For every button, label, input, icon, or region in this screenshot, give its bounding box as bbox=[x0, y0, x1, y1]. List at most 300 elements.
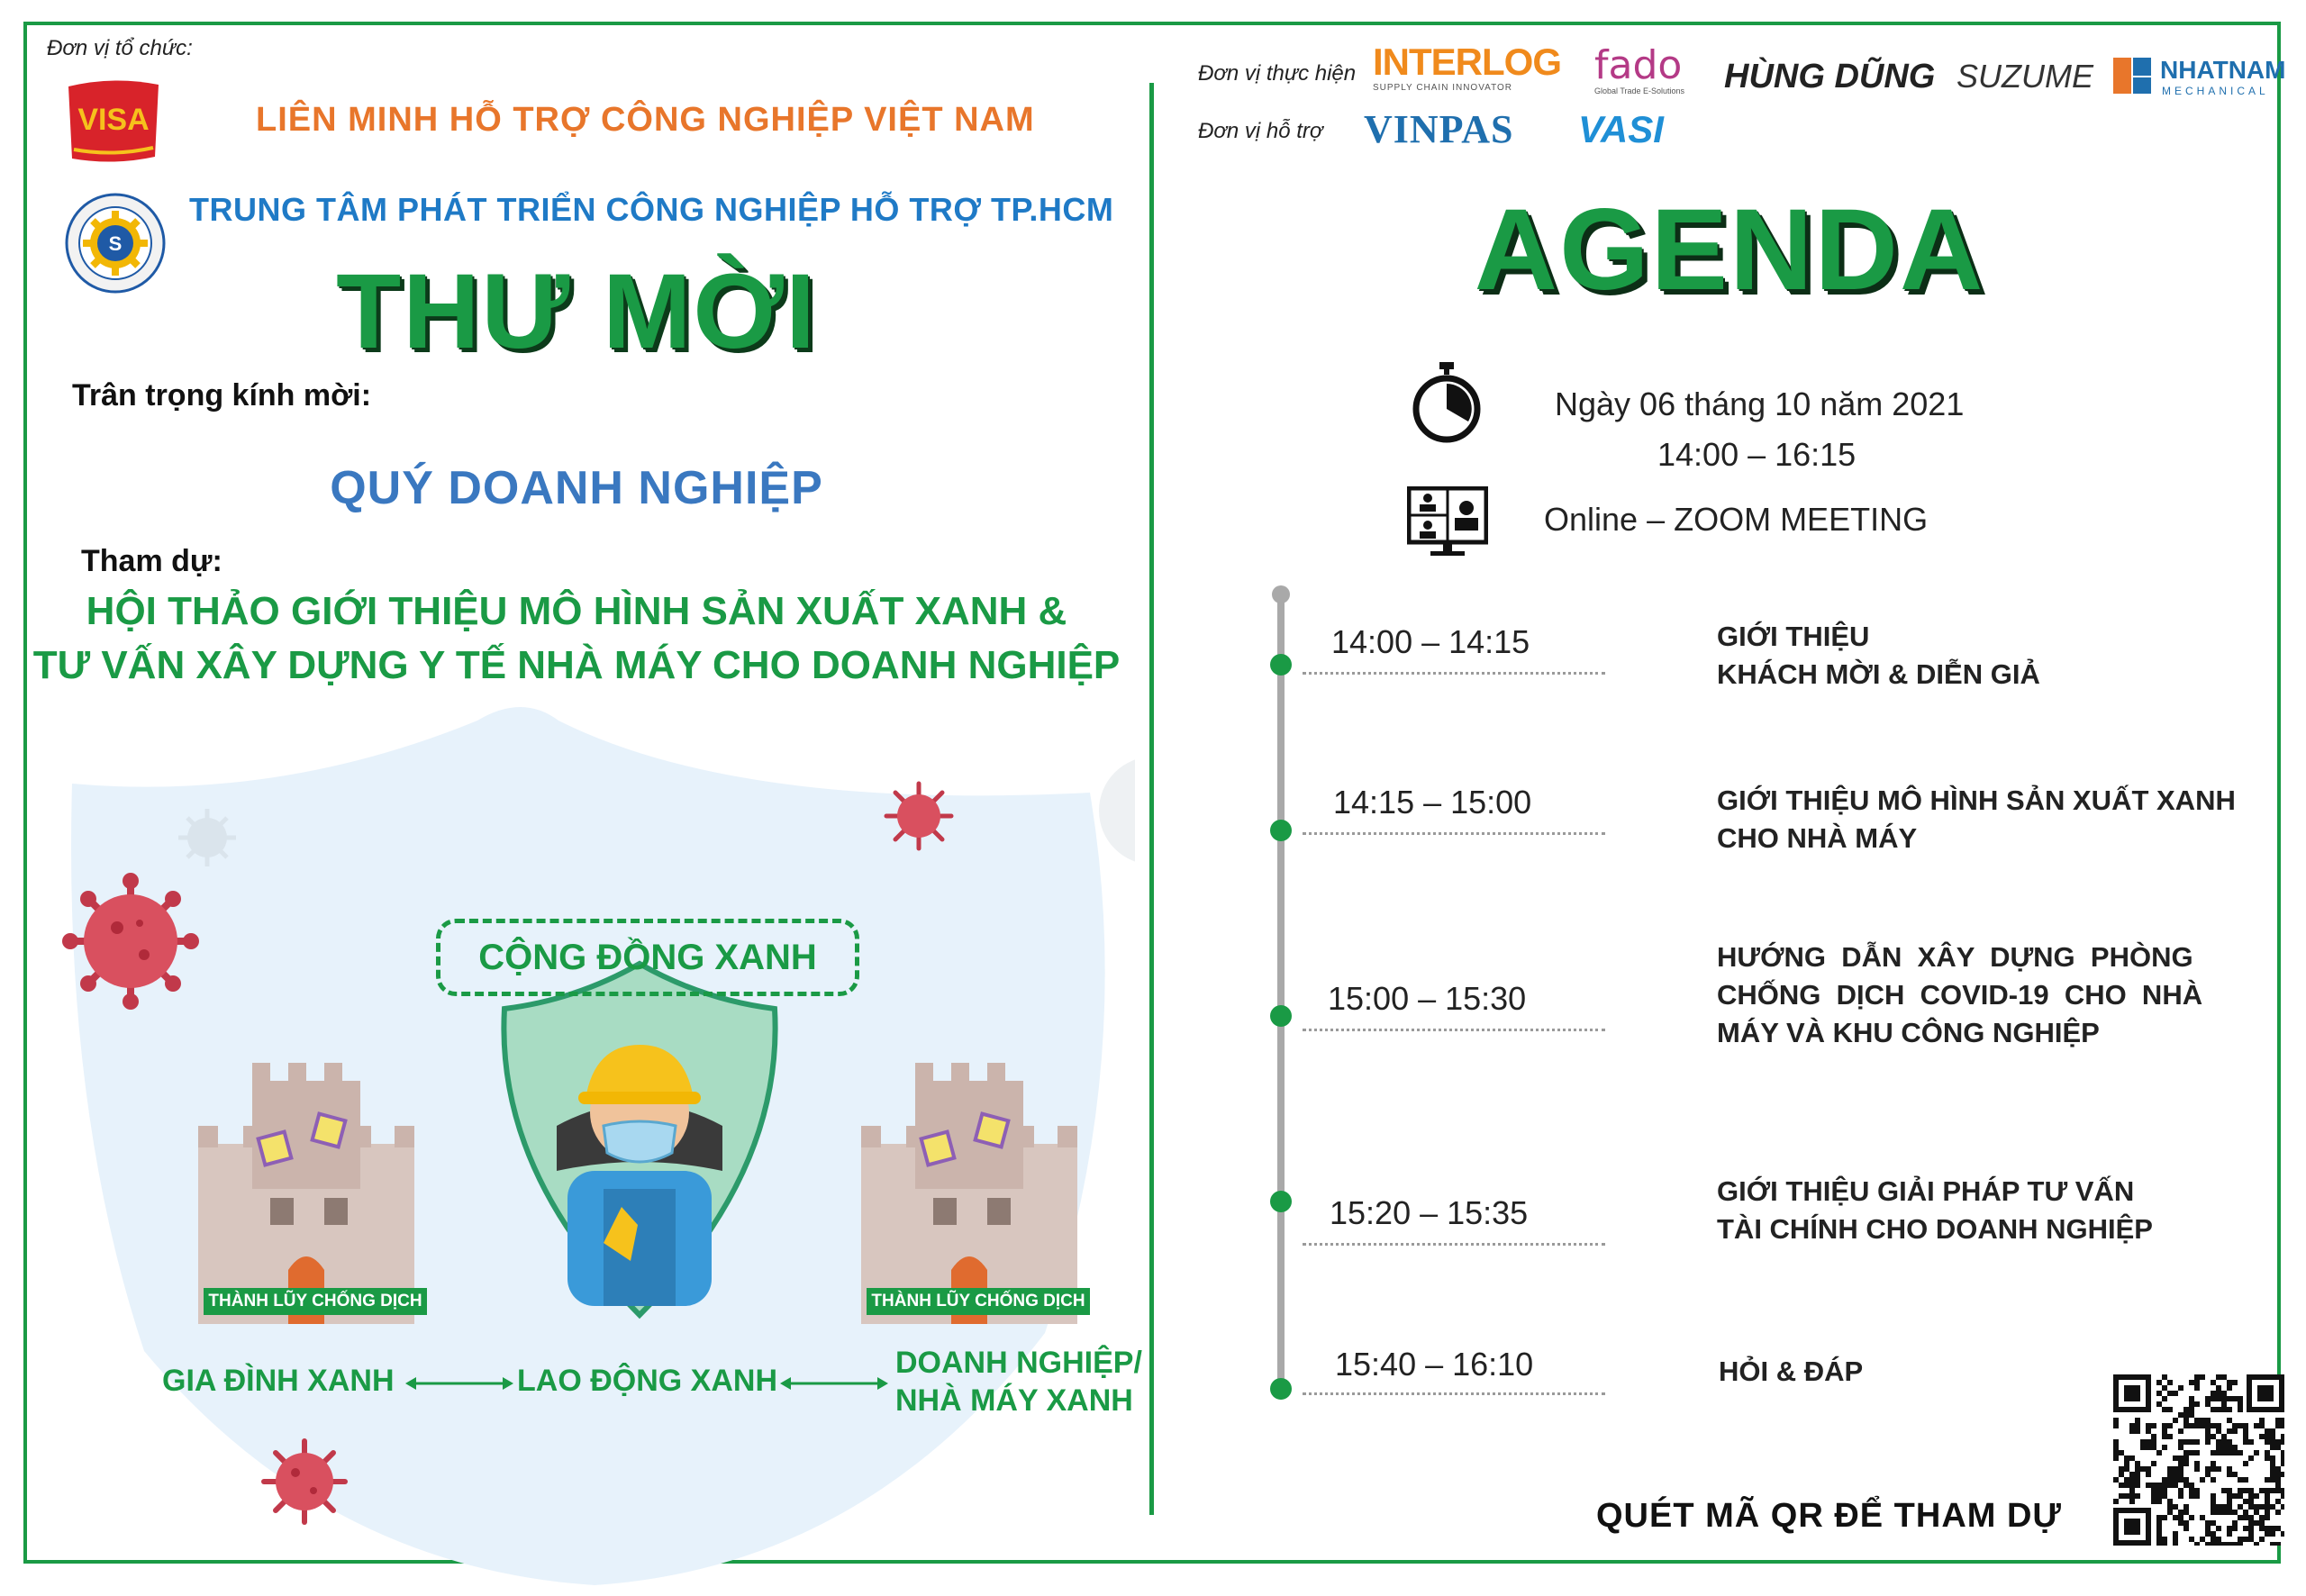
qr-module bbox=[2156, 1401, 2162, 1407]
qr-module bbox=[2211, 1477, 2216, 1483]
agenda-item-title: GIỚI THIỆU KHÁCH MỜI & DIỄN GIẢ bbox=[1717, 621, 2040, 690]
qr-module bbox=[2162, 1385, 2167, 1391]
qr-module bbox=[2227, 1504, 2232, 1510]
timeline-start-dot bbox=[1272, 585, 1290, 603]
qr-module bbox=[2248, 1526, 2254, 1531]
qr-module bbox=[2167, 1483, 2173, 1488]
qr-module bbox=[2194, 1423, 2200, 1428]
qr-module bbox=[2135, 1483, 2140, 1488]
qr-module bbox=[2216, 1423, 2221, 1428]
qr-module bbox=[2178, 1412, 2183, 1418]
qr-module bbox=[2124, 1461, 2129, 1466]
agenda-item-title: HỎI & ĐÁP bbox=[1719, 1356, 1864, 1387]
qr-module bbox=[2178, 1385, 2183, 1391]
qr-module bbox=[2270, 1434, 2275, 1439]
qr-module bbox=[2205, 1418, 2211, 1423]
qr-module bbox=[2135, 1466, 2140, 1472]
qr-module bbox=[2162, 1434, 2167, 1439]
qr-module bbox=[2216, 1396, 2221, 1401]
qr-module bbox=[2216, 1510, 2221, 1515]
greeting: Trân trọng kính mời: bbox=[72, 378, 372, 413]
agenda-time: 15:40 – 16:10 bbox=[1335, 1346, 1534, 1383]
qr-module bbox=[2254, 1510, 2259, 1515]
qr-module bbox=[2254, 1493, 2259, 1499]
dotted-separator bbox=[1303, 1243, 1605, 1246]
qr-module bbox=[2156, 1391, 2162, 1396]
qr-module bbox=[2211, 1537, 2216, 1542]
qr-module bbox=[2178, 1488, 2183, 1493]
qr-module bbox=[2211, 1461, 2216, 1466]
organizer-label: Đơn vị tổ chức: bbox=[47, 36, 193, 60]
arrow-right-icon bbox=[780, 1374, 888, 1397]
qr-module bbox=[2162, 1488, 2167, 1493]
agenda-time: 14:15 – 15:00 bbox=[1333, 784, 1532, 821]
qr-module bbox=[2189, 1450, 2194, 1455]
qr-module bbox=[2162, 1374, 2167, 1380]
qr-module bbox=[2189, 1412, 2194, 1418]
qr-module bbox=[2211, 1450, 2216, 1455]
qr-module bbox=[2146, 1439, 2151, 1445]
timeline-line bbox=[1277, 589, 1285, 1400]
qr-module bbox=[2281, 1461, 2284, 1466]
qr-module bbox=[2259, 1423, 2265, 1428]
qr-module bbox=[2189, 1401, 2194, 1407]
qr-module bbox=[2146, 1423, 2151, 1428]
qr-module bbox=[2216, 1374, 2221, 1380]
qr-module bbox=[2151, 1423, 2156, 1428]
qr-module bbox=[2270, 1461, 2275, 1466]
qr-module bbox=[2129, 1472, 2135, 1477]
qr-module bbox=[2119, 1483, 2124, 1488]
qr-module bbox=[2238, 1542, 2243, 1546]
community-illustration bbox=[54, 703, 1135, 1585]
qr-module bbox=[2281, 1493, 2284, 1499]
agenda-time: 15:00 – 15:30 bbox=[1328, 980, 1527, 1017]
qr-module bbox=[2270, 1472, 2275, 1477]
dotted-separator bbox=[1303, 832, 1605, 835]
qr-module bbox=[2167, 1499, 2173, 1504]
qr-module bbox=[2183, 1504, 2189, 1510]
qr-module bbox=[2200, 1477, 2205, 1483]
qr-module bbox=[2275, 1499, 2281, 1504]
qr-module bbox=[2275, 1526, 2281, 1531]
qr-module bbox=[2270, 1531, 2275, 1537]
qr-module bbox=[2211, 1434, 2216, 1439]
qr-module bbox=[2200, 1374, 2205, 1380]
qr-module bbox=[2178, 1439, 2183, 1445]
qr-module bbox=[2162, 1396, 2167, 1401]
qr-module bbox=[2113, 1439, 2119, 1445]
qr-module bbox=[2227, 1418, 2232, 1423]
qr-module bbox=[2178, 1428, 2183, 1434]
qr-module bbox=[2254, 1520, 2259, 1526]
qr-module bbox=[2135, 1428, 2140, 1434]
qr-module bbox=[2227, 1445, 2232, 1450]
qr-module bbox=[2178, 1515, 2183, 1520]
family-label: GIA ĐÌNH XANH bbox=[162, 1364, 395, 1398]
qr-module bbox=[2265, 1434, 2270, 1439]
agenda-item-title: GIỚI THIỆU GIẢI PHÁP TƯ VẤN TÀI CHÍNH CHO DOANH NGHIỆP bbox=[1717, 1175, 2153, 1245]
qr-module bbox=[2167, 1407, 2173, 1412]
qr-module bbox=[2205, 1531, 2211, 1537]
qr-module bbox=[2275, 1477, 2281, 1483]
qr-module bbox=[2259, 1434, 2265, 1439]
qr-module bbox=[2211, 1542, 2216, 1546]
qr-module bbox=[2167, 1466, 2173, 1472]
qr-module bbox=[2265, 1493, 2270, 1499]
qr-module bbox=[2183, 1526, 2189, 1531]
qr-module bbox=[2221, 1374, 2227, 1380]
qr-module bbox=[2211, 1423, 2216, 1428]
qr-module bbox=[2129, 1493, 2135, 1499]
qr-module bbox=[2243, 1428, 2248, 1434]
qr-module bbox=[2281, 1472, 2284, 1477]
qr-module bbox=[2227, 1466, 2232, 1472]
qr-module bbox=[2238, 1401, 2243, 1407]
qr-module bbox=[2221, 1439, 2227, 1445]
qr-module bbox=[2129, 1483, 2135, 1488]
qr-module bbox=[2135, 1461, 2140, 1466]
qr-module bbox=[2113, 1450, 2119, 1455]
vasi-logo: VASI bbox=[1578, 108, 1664, 150]
qr-module bbox=[2194, 1374, 2200, 1380]
qr-module bbox=[2173, 1483, 2178, 1488]
qr-module bbox=[2270, 1488, 2275, 1493]
qr-module bbox=[2216, 1450, 2221, 1455]
hungdung-logo: HÙNG DŨNG bbox=[1724, 58, 1936, 95]
qr-module bbox=[2248, 1504, 2254, 1510]
qr-module bbox=[2221, 1407, 2227, 1412]
qr-module bbox=[2189, 1407, 2194, 1412]
qr-module bbox=[2119, 1493, 2124, 1499]
qr-module bbox=[2216, 1526, 2221, 1531]
qr-module bbox=[2259, 1526, 2265, 1531]
qr-module bbox=[2238, 1477, 2243, 1483]
qr-module bbox=[2113, 1445, 2119, 1450]
qr-module bbox=[2151, 1434, 2156, 1439]
qr-module bbox=[2189, 1515, 2194, 1520]
qr-module bbox=[2238, 1450, 2243, 1455]
qr-module bbox=[2124, 1477, 2129, 1483]
qr-module bbox=[2265, 1499, 2270, 1504]
qr-module bbox=[2173, 1542, 2178, 1546]
qr-module bbox=[2248, 1439, 2254, 1445]
qr-module bbox=[2227, 1472, 2232, 1477]
qr-module bbox=[2205, 1423, 2211, 1428]
qr-module bbox=[2227, 1499, 2232, 1504]
event-date: Ngày 06 tháng 10 năm 2021 bbox=[1555, 385, 1965, 422]
qr-module bbox=[2243, 1461, 2248, 1466]
qr-module bbox=[2162, 1493, 2167, 1499]
qr-module bbox=[2205, 1472, 2211, 1477]
qr-module bbox=[2211, 1466, 2216, 1472]
qr-module bbox=[2275, 1472, 2281, 1477]
qr-module bbox=[2183, 1407, 2189, 1412]
qr-module bbox=[2259, 1418, 2265, 1423]
qr-module bbox=[2227, 1526, 2232, 1531]
qr-module bbox=[2124, 1483, 2129, 1488]
qr-module bbox=[2265, 1488, 2270, 1493]
qr-module bbox=[2119, 1472, 2124, 1477]
qr-module bbox=[2221, 1391, 2227, 1396]
qr-module bbox=[2178, 1477, 2183, 1483]
qr-module bbox=[2227, 1380, 2232, 1385]
qr-module bbox=[2221, 1450, 2227, 1455]
qr-module bbox=[2167, 1423, 2173, 1428]
qr-code[interactable] bbox=[2113, 1374, 2284, 1546]
qr-module bbox=[2129, 1455, 2135, 1461]
agenda-item-title: GIỚI THIỆU MÔ HÌNH SẢN XUẤT XANH CHO NHÀ MÁY bbox=[1717, 784, 2236, 854]
qr-module bbox=[2135, 1477, 2140, 1483]
qr-module bbox=[2248, 1531, 2254, 1537]
labor-label: LAO ĐỘNG XANH bbox=[517, 1364, 777, 1398]
qr-module bbox=[2270, 1466, 2275, 1472]
qr-module bbox=[2232, 1428, 2238, 1434]
qr-module bbox=[2205, 1526, 2211, 1531]
qr-module bbox=[2173, 1418, 2178, 1423]
qr-module bbox=[2265, 1515, 2270, 1520]
qr-module bbox=[2265, 1455, 2270, 1461]
qr-module bbox=[2270, 1526, 2275, 1531]
qr-module bbox=[2254, 1504, 2259, 1510]
dotted-separator bbox=[1303, 1029, 1605, 1031]
qr-module bbox=[2189, 1380, 2194, 1385]
qr-module bbox=[2194, 1380, 2200, 1385]
qr-module bbox=[2183, 1450, 2189, 1455]
qr-module bbox=[2124, 1493, 2129, 1499]
agenda-title: AGENDA bbox=[1474, 186, 1985, 314]
qr-module bbox=[2243, 1515, 2248, 1520]
qr-module bbox=[2243, 1423, 2248, 1428]
qr-module bbox=[2156, 1450, 2162, 1455]
qr-module bbox=[2205, 1542, 2211, 1546]
suzume-logo: SUZUME bbox=[1956, 58, 2093, 95]
qr-module bbox=[2140, 1445, 2146, 1450]
qr-module bbox=[2232, 1445, 2238, 1450]
qr-module bbox=[2194, 1418, 2200, 1423]
qr-module bbox=[2156, 1380, 2162, 1385]
attend-label: Tham dự: bbox=[81, 544, 222, 578]
sidi-name: TRUNG TÂM PHÁT TRIỂN CÔNG NGHIỆP HỖ TRỢ TP.HCM bbox=[189, 191, 1114, 228]
qr-module bbox=[2211, 1396, 2216, 1401]
agenda-item-title: HƯỚNG DẪN XÂY DỰNG PHÒNG CHỐNG DỊCH COVID-19 CHO NHÀ MÁY VÀ KHU CÔNG NGHIỆP bbox=[1717, 941, 2203, 1048]
qr-module bbox=[2275, 1439, 2281, 1445]
qr-module bbox=[2243, 1477, 2248, 1483]
qr-module bbox=[2167, 1510, 2173, 1515]
qr-module bbox=[2173, 1391, 2178, 1396]
qr-module bbox=[2146, 1472, 2151, 1477]
qr-module bbox=[2113, 1423, 2119, 1428]
timeline-dot bbox=[1270, 1378, 1292, 1400]
event-venue: Online – ZOOM MEETING bbox=[1544, 501, 1929, 538]
timeline-dot bbox=[1270, 654, 1292, 676]
qr-module bbox=[2227, 1385, 2232, 1391]
qr-module bbox=[2173, 1466, 2178, 1472]
qr-module bbox=[2173, 1472, 2178, 1477]
qr-module bbox=[2167, 1434, 2173, 1439]
qr-module bbox=[2281, 1418, 2284, 1423]
qr-module bbox=[2135, 1493, 2140, 1499]
qr-module bbox=[2178, 1493, 2183, 1499]
agenda-time: 14:00 – 14:15 bbox=[1331, 623, 1530, 660]
qr-module bbox=[2265, 1477, 2270, 1483]
qr-module bbox=[2243, 1526, 2248, 1531]
qr-module bbox=[2270, 1455, 2275, 1461]
visa-name: LIÊN MINH HỖ TRỢ CÔNG NGHIỆP VIỆT NAM bbox=[256, 101, 1035, 139]
qr-module bbox=[2275, 1510, 2281, 1515]
qr-module bbox=[2216, 1445, 2221, 1450]
qr-module bbox=[2156, 1526, 2162, 1531]
event-title-line2: TƯ VẤN XÂY DỰNG Y TẾ NHÀ MÁY CHO DOANH NGHIỆP bbox=[32, 643, 1121, 687]
qr-module bbox=[2270, 1504, 2275, 1510]
qr-module bbox=[2173, 1531, 2178, 1537]
qr-module bbox=[2281, 1439, 2284, 1445]
qr-module bbox=[2216, 1385, 2221, 1391]
qr-module bbox=[2194, 1466, 2200, 1472]
qr-module bbox=[2173, 1515, 2178, 1520]
event-title-line1: HỘI THẢO GIỚI THIỆU MÔ HÌNH SẢN XUẤT XANH & bbox=[86, 589, 1067, 633]
qr-module bbox=[2265, 1526, 2270, 1531]
qr-module bbox=[2205, 1401, 2211, 1407]
qr-module bbox=[2173, 1477, 2178, 1483]
qr-module bbox=[2259, 1515, 2265, 1520]
qr-module bbox=[2162, 1428, 2167, 1434]
qr-module bbox=[2232, 1396, 2238, 1401]
qr-module bbox=[2113, 1477, 2119, 1483]
timeline-dot bbox=[1270, 820, 1292, 841]
qr-module bbox=[2227, 1531, 2232, 1537]
qr-module bbox=[2265, 1531, 2270, 1537]
virus-large-icon bbox=[62, 873, 199, 1010]
qr-module bbox=[2275, 1445, 2281, 1450]
qr-module bbox=[2194, 1461, 2200, 1466]
arrow-left-icon bbox=[405, 1374, 513, 1397]
qr-module bbox=[2227, 1493, 2232, 1499]
qr-module bbox=[2248, 1520, 2254, 1526]
qr-module bbox=[2243, 1488, 2248, 1493]
qr-module bbox=[2211, 1520, 2216, 1526]
qr-module bbox=[2221, 1396, 2227, 1401]
qr-module bbox=[2173, 1537, 2178, 1542]
qr-module bbox=[2281, 1423, 2284, 1428]
qr-module bbox=[2238, 1515, 2243, 1520]
invitation-title: THƯ MỜI bbox=[336, 252, 817, 371]
qr-module bbox=[2275, 1423, 2281, 1428]
qr-module bbox=[2200, 1515, 2205, 1520]
qr-module bbox=[2205, 1439, 2211, 1445]
qr-module bbox=[2227, 1428, 2232, 1434]
qr-module bbox=[2227, 1396, 2232, 1401]
faded-virus-icon bbox=[1099, 757, 1135, 865]
qr-module bbox=[2146, 1428, 2151, 1434]
qr-module bbox=[2124, 1455, 2129, 1461]
qr-module bbox=[2227, 1542, 2232, 1546]
qr-module bbox=[2216, 1466, 2221, 1472]
qr-module bbox=[2232, 1510, 2238, 1515]
qr-module bbox=[2243, 1537, 2248, 1542]
qr-module bbox=[2151, 1461, 2156, 1466]
qr-module bbox=[2254, 1450, 2259, 1455]
qr-module bbox=[2270, 1445, 2275, 1450]
qr-module bbox=[2232, 1520, 2238, 1526]
qr-module bbox=[2156, 1499, 2162, 1504]
qr-module bbox=[2162, 1515, 2167, 1520]
qr-module bbox=[2119, 1450, 2124, 1455]
qr-module bbox=[2205, 1434, 2211, 1439]
qr-module bbox=[2275, 1418, 2281, 1423]
qr-module bbox=[2178, 1461, 2183, 1466]
qr-module bbox=[2129, 1477, 2135, 1483]
castle-label-left: THÀNH LŨY CHỐNG DỊCH bbox=[204, 1288, 427, 1315]
qr-module bbox=[2238, 1504, 2243, 1510]
qr-module bbox=[2259, 1504, 2265, 1510]
qr-module bbox=[2275, 1542, 2281, 1546]
qr-module bbox=[2167, 1380, 2173, 1385]
qr-module bbox=[2221, 1434, 2227, 1439]
qr-module bbox=[2178, 1520, 2183, 1526]
qr-module bbox=[2270, 1477, 2275, 1483]
qr-module bbox=[2281, 1434, 2284, 1439]
qr-module bbox=[2135, 1472, 2140, 1477]
qr-module bbox=[2162, 1477, 2167, 1483]
qr-module bbox=[2216, 1407, 2221, 1412]
qr-module bbox=[2232, 1542, 2238, 1546]
qr-module bbox=[2183, 1520, 2189, 1526]
qr-module bbox=[2216, 1504, 2221, 1510]
qr-module bbox=[2156, 1542, 2162, 1546]
qr-module bbox=[2183, 1418, 2189, 1423]
qr-module bbox=[2194, 1385, 2200, 1391]
qr-module bbox=[2275, 1466, 2281, 1472]
qr-caption: QUÉT MÃ QR ĐỂ THAM DỰ bbox=[1596, 1497, 2062, 1535]
qr-module bbox=[2200, 1418, 2205, 1423]
event-time: 14:00 – 16:15 bbox=[1657, 436, 1857, 473]
qr-module bbox=[2113, 1455, 2119, 1461]
qr-module bbox=[2265, 1428, 2270, 1434]
qr-module bbox=[2211, 1493, 2216, 1499]
qr-module bbox=[2221, 1504, 2227, 1510]
qr-module bbox=[2162, 1483, 2167, 1488]
qr-module bbox=[2265, 1504, 2270, 1510]
qr-module bbox=[2135, 1418, 2140, 1423]
visa-logo-text: VISA bbox=[77, 103, 150, 137]
qr-module bbox=[2151, 1499, 2156, 1504]
interlog-logo: INTERLOG SUPPLY CHAIN INNOVATOR bbox=[1373, 41, 1561, 93]
qr-module bbox=[2205, 1428, 2211, 1434]
qr-module bbox=[2205, 1396, 2211, 1401]
qr-module bbox=[2183, 1510, 2189, 1515]
qr-module bbox=[2221, 1445, 2227, 1450]
qr-module bbox=[2232, 1380, 2238, 1385]
qr-module bbox=[2178, 1472, 2183, 1477]
qr-module bbox=[2216, 1428, 2221, 1434]
qr-module bbox=[2167, 1391, 2173, 1396]
qr-module bbox=[2173, 1504, 2178, 1510]
qr-module bbox=[2167, 1504, 2173, 1510]
qr-module bbox=[2162, 1407, 2167, 1412]
qr-module bbox=[2194, 1439, 2200, 1445]
qr-module bbox=[2205, 1520, 2211, 1526]
dotted-separator bbox=[1303, 1392, 1605, 1395]
qr-module bbox=[2227, 1407, 2232, 1412]
qr-module bbox=[2238, 1396, 2243, 1401]
qr-module bbox=[2189, 1493, 2194, 1499]
qr-module bbox=[2248, 1488, 2254, 1493]
business-label-line2: NHÀ MÁY XANH bbox=[895, 1383, 1133, 1418]
qr-module bbox=[2243, 1510, 2248, 1515]
qr-module bbox=[2135, 1423, 2140, 1428]
qr-module bbox=[2156, 1488, 2162, 1493]
